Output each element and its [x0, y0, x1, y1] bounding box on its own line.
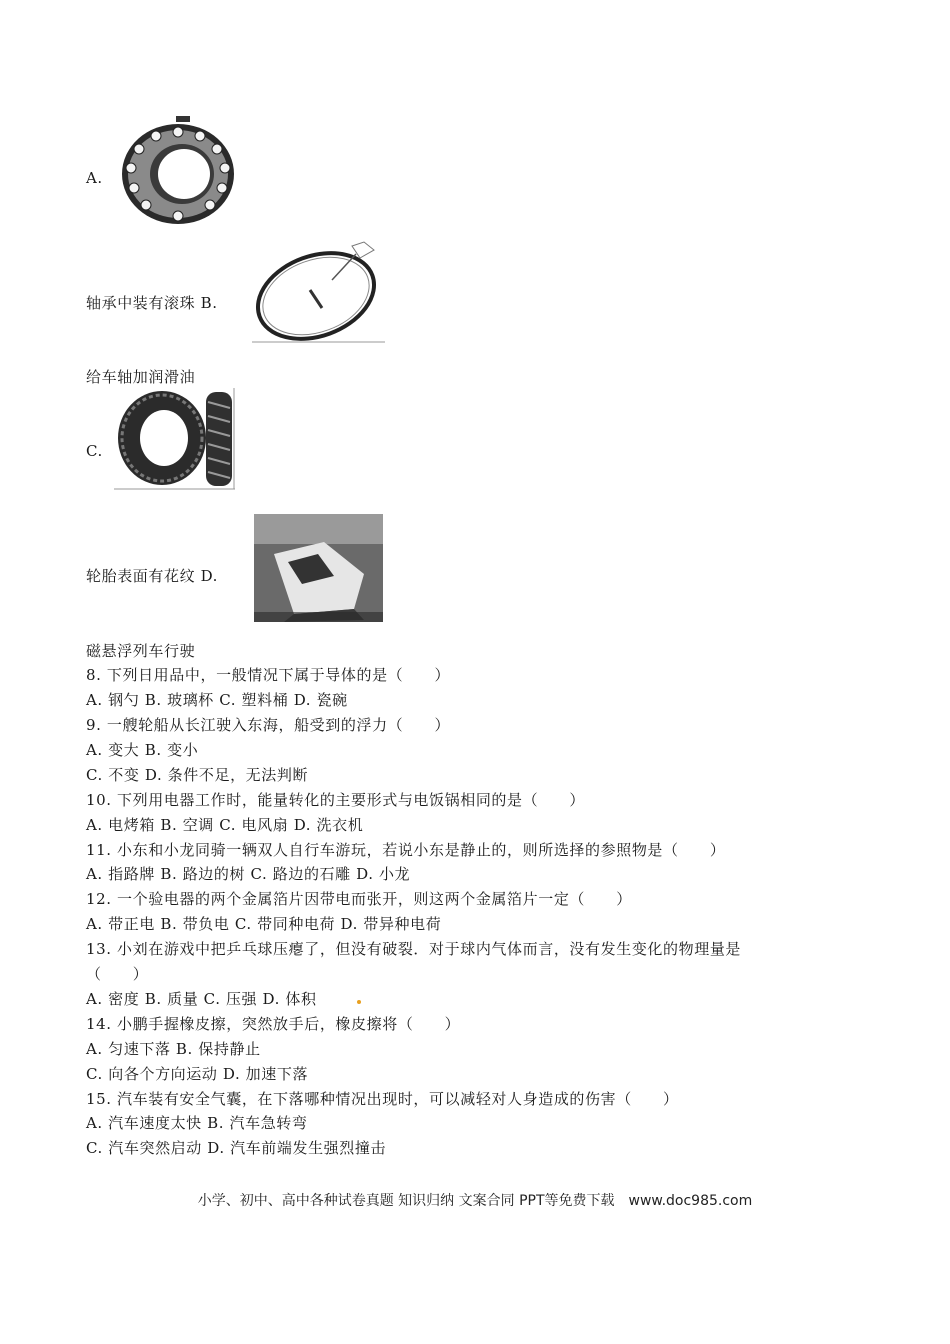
question-15-stem: 15. 汽车装有安全气囊，在下落哪种情况出现时，可以减轻对人身造成的伤害（ ）	[86, 1090, 679, 1108]
option-a-caption-b-label: 轴承中装有滚珠 B.	[86, 294, 218, 312]
tire-tread-image	[114, 388, 236, 490]
question-12-choices: A. 带正电 B. 带负电 C. 带同种电荷 D. 带异种电荷	[86, 915, 442, 933]
maglev-train-image	[254, 514, 383, 622]
question-13-choices: A. 密度 B. 质量 C. 压强 D. 体积	[86, 990, 317, 1008]
ball-bearing-image	[118, 116, 240, 228]
question-11-choices: A. 指路牌 B. 路边的树 C. 路边的石雕 D. 小龙	[86, 865, 411, 883]
question-11-stem: 11. 小东和小龙同骑一辆双人自行车游玩，若说小东是静止的，则所选择的参照物是（ ）	[86, 841, 726, 859]
option-c-caption-d-label: 轮胎表面有花纹 D.	[86, 567, 219, 585]
option-a-label: A.	[86, 169, 103, 187]
question-14-choices-2: C. 向各个方向运动 D. 加速下落	[86, 1065, 309, 1083]
question-15-choices-2: C. 汽车突然启动 D. 汽车前端发生强烈撞击	[86, 1139, 387, 1157]
question-9-stem: 9. 一艘轮船从长江驶入东海，船受到的浮力（ ）	[86, 716, 451, 734]
question-9-choices-1: A. 变大 B. 变小	[86, 741, 199, 759]
question-8-choices: A. 钢勺 B. 玻璃杯 C. 塑料桶 D. 瓷碗	[86, 691, 348, 709]
question-8-stem: 8. 下列日用品中，一般情况下属于导体的是（ ）	[86, 666, 451, 684]
question-14-choices-1: A. 匀速下落 B. 保持静止	[86, 1040, 261, 1058]
question-12-stem: 12. 一个验电器的两个金属箔片因带电而张开，则这两个金属箔片一定（ ）	[86, 890, 632, 908]
question-13-stem: 13. 小刘在游戏中把乒乓球压瘪了，但没有破裂．对于球内气体而言，没有发生变化的物理量是	[86, 940, 742, 958]
question-15-choices-1: A. 汽车速度太快 B. 汽车急转弯	[86, 1114, 308, 1132]
question-14-stem: 14. 小鹏手握橡皮擦，突然放手后，橡皮擦将（ ）	[86, 1015, 461, 1033]
bicycle-wheel-image	[252, 240, 385, 343]
question-10-choices: A. 电烤箱 B. 空调 C. 电风扇 D. 洗衣机	[86, 816, 364, 834]
question-13-stem-cont: （ ）	[86, 965, 149, 983]
question-9-choices-2: C. 不变 D. 条件不足，无法判断	[86, 766, 309, 784]
option-d-caption: 磁悬浮列车行驶	[86, 642, 196, 660]
option-b-caption: 给车轴加润滑油	[86, 368, 196, 386]
option-c-label: C.	[86, 442, 103, 460]
question-10-stem: 10. 下列用电器工作时，能量转化的主要形式与电饭锅相同的是（ ）	[86, 791, 586, 809]
stray-mark	[357, 1000, 361, 1004]
page-footer: 小学、初中、高中各种试卷真题 知识归纳 文案合同 PPT等免费下载 www.doc985.com	[197, 1193, 753, 1209]
